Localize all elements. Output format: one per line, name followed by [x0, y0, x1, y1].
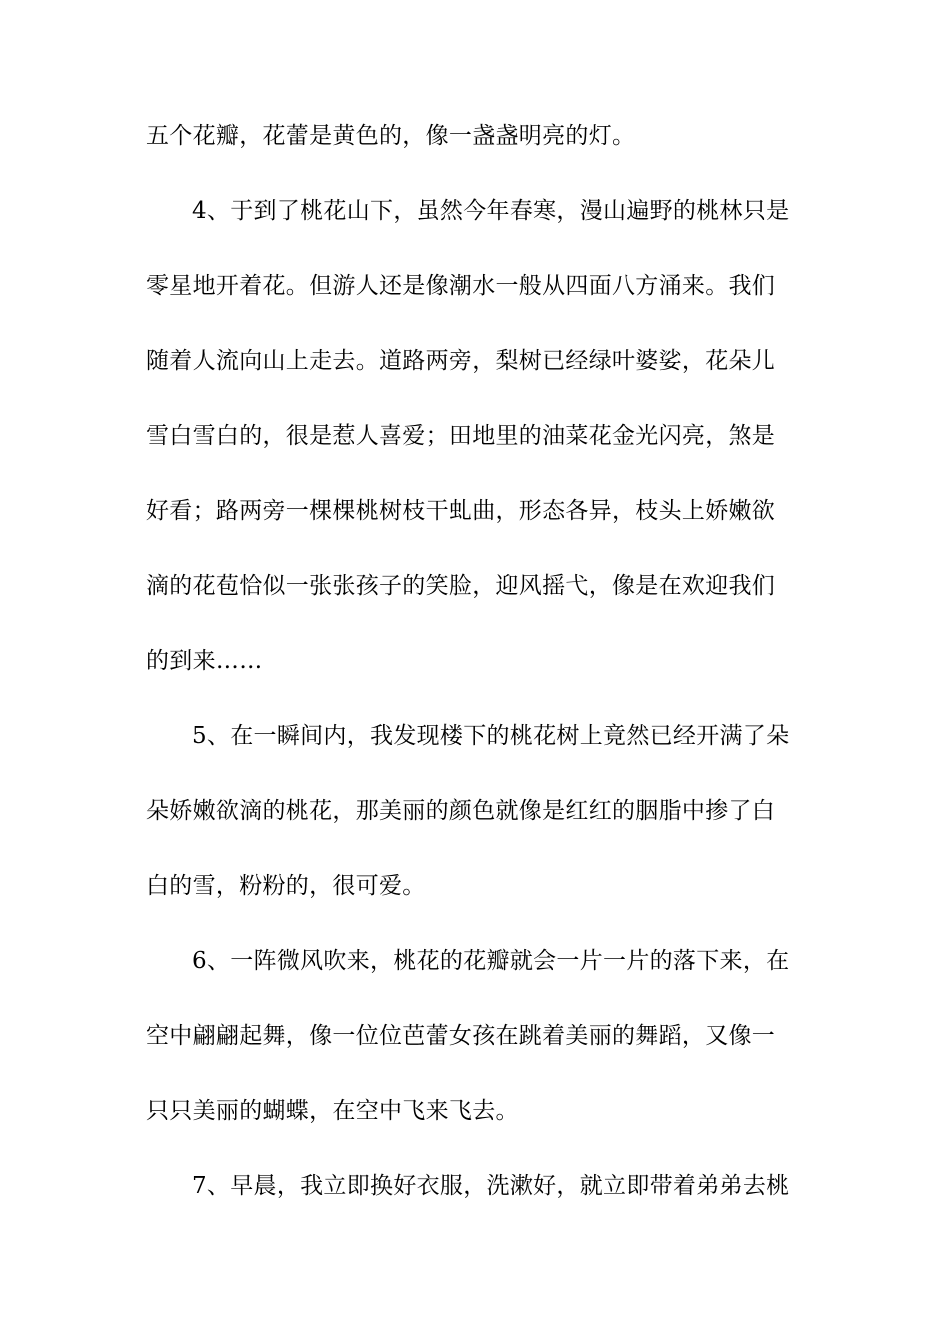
- document-body: [146, 120, 816, 1202]
- text-line: 4、于到了桃花山下，虽然今年春寒，漫山遍野的桃林只是: [192, 198, 790, 224]
- text-line: 随着人流向山上走去。道路两旁，梨树已经绿叶婆娑，花朵儿: [146, 348, 776, 374]
- text-line: 五个花瓣，花蕾是黄色的，像一盏盏明亮的灯。: [146, 123, 636, 149]
- text-line: 好看；路两旁一棵棵桃树枝干虬曲，形态各异，枝头上娇嫩欲: [146, 498, 776, 524]
- text-line: 雪白雪白的，很是惹人喜爱；田地里的油菜花金光闪亮，煞是: [146, 423, 776, 449]
- text-line: 朵娇嫩欲滴的桃花，那美丽的颜色就像是红红的胭脂中掺了白: [146, 798, 776, 824]
- text-line: 滴的花苞恰似一张张孩子的笑脸，迎风摇弋，像是在欢迎我们: [146, 573, 776, 599]
- text-line: 6、一阵微风吹来，桃花的花瓣就会一片一片的落下来，在: [192, 948, 790, 974]
- text-line: 空中翩翩起舞，像一位位芭蕾女孩在跳着美丽的舞蹈，又像一: [146, 1023, 776, 1049]
- text-line: 5、在一瞬间内，我发现楼下的桃花树上竟然已经开满了朵: [192, 723, 790, 749]
- text-line: 的到来……: [146, 648, 263, 674]
- text-line: 只只美丽的蝴蝶，在空中飞来飞去。: [146, 1098, 519, 1124]
- text-line: 白的雪，粉粉的，很可爱。: [146, 873, 426, 899]
- text-line: 7、早晨，我立即换好衣服，洗漱好，就立即带着弟弟去桃: [192, 1173, 790, 1199]
- text-line: 零星地开着花。但游人还是像潮水一般从四面八方涌来。我们: [146, 273, 776, 299]
